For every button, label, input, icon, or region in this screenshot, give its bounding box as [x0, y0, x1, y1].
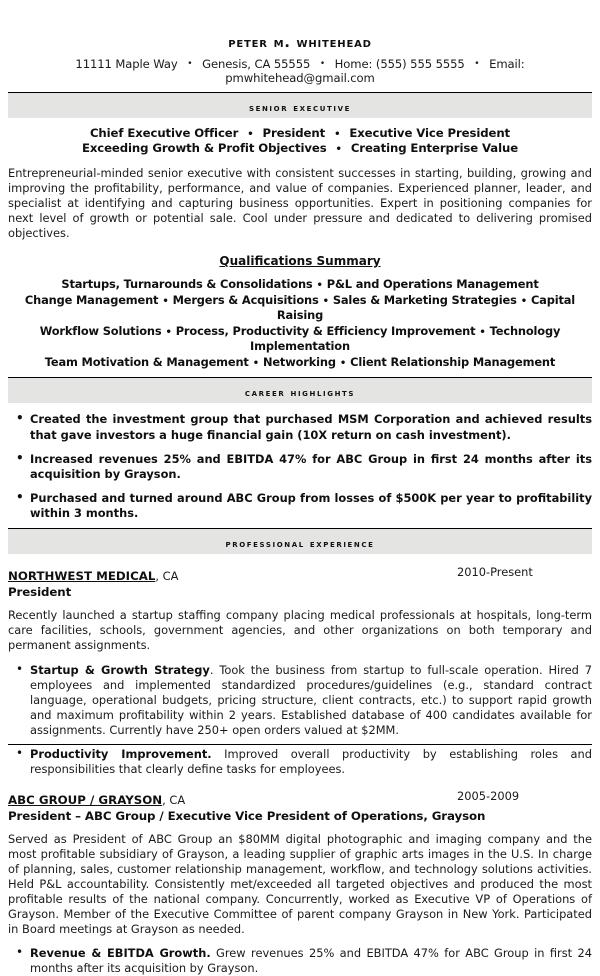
contact-email: Email: pmwhitehead@gmail.com [225, 56, 525, 85]
employment-dates: 2005-2009 [457, 788, 520, 803]
qualifications-heading: Qualifications Summary [219, 254, 381, 269]
experience-header [8, 789, 592, 808]
section-bar-career-highlights [8, 377, 592, 403]
employment-dates: 2010-Present [457, 565, 533, 580]
bullet-separator-icon: • [165, 326, 172, 338]
career-highlight-item: • Purchased and turned around ABC Group from losses of $500K per year to profitability within 3 months. [8, 491, 592, 521]
achievement-text: Improved overall productivity by establishing roles and responsibilities that clearly define tasks for employees. [30, 747, 592, 777]
qualifications-row [8, 293, 592, 324]
qualification-item: Startups, Turnarounds & Consolidations [61, 277, 313, 292]
job-achievement-list [8, 946, 592, 976]
experience-list [8, 565, 592, 976]
company-location: , CA [162, 792, 186, 807]
company-location: , CA [155, 569, 179, 584]
experience-header [8, 565, 592, 584]
achievement-text: Grew revenues 25% and EBITDA 47% for ABC Group in first 24 months after its acquisition by Grayson. [30, 945, 593, 976]
bullet-separator-icon: • [187, 58, 193, 69]
job-achievement-item [8, 946, 592, 976]
qualification-item: Process, Productivity & Efficiency Improvement [175, 323, 476, 338]
headline-role-2: President [262, 125, 326, 140]
job-description: Recently launched a startup staffing company placing medical professionals at hospitals, long-term care facilities, schools, government agencies, and other organizations on both temporary and permanent assignments. [8, 608, 592, 653]
contact-phone: Home: (555) 555 5555 [334, 56, 465, 71]
job-achievement-item [8, 747, 592, 777]
career-highlights-bullets [8, 412, 592, 521]
headline-value-1: Exceeding Growth & Profit Objectives [81, 141, 327, 156]
qualifications-row [8, 324, 592, 355]
qualification-item: Capital Raising [276, 292, 576, 323]
contact-line [8, 57, 592, 85]
resume-header [8, 0, 592, 85]
headline-role-1: Chief Executive Officer [89, 125, 239, 140]
bullet-separator-icon: • [316, 280, 323, 292]
qualification-item: Sales & Marketing Strategies [332, 292, 517, 307]
bullet-separator-icon: • [252, 357, 259, 369]
qualifications-row [8, 277, 592, 293]
professional-summary: Entrepreneurial-minded senior executive with consistent successes in starting, building, growing and improving the profitability, performance, and value of companies. Experienced planner, leader, and specialist at identifying and capturing business opportunities. Expert in positioning companies for next level of growth or potential sale. Cool under pressure and dedicated to delivering promised objectives. [8, 165, 592, 240]
section-title: career highlights [244, 388, 356, 400]
headline-line-1 [8, 126, 592, 141]
achievement-text: . Took the business from startup to full-scale operation. Hired 7 employees and implemented standardized procedures/guidelines (e.g., standard contract language, operational budgets, pricing structure, client contracts, etc.) to support rapid growth and maximum profitability within 2 years. Established database of 400 candidates available for assignments. Currently have 250+ open orders valued at $2MM. [30, 662, 592, 738]
page-title: peter m. whitehead [228, 35, 372, 51]
headline-block [8, 126, 592, 157]
section-bar-senior-executive [8, 92, 592, 118]
bullet-separator-icon: • [479, 326, 486, 338]
bullet-separator-icon: • [322, 295, 329, 307]
qualification-item: Change Management [24, 292, 159, 307]
company-name: NORTHWEST MEDICAL [8, 569, 156, 584]
bullet-separator-icon: • [334, 128, 341, 140]
bullet-separator-icon: • [339, 357, 347, 369]
bullet-separator-icon: • [474, 58, 480, 69]
experience-entry [8, 565, 592, 777]
bullet-separator-icon: • [335, 144, 342, 156]
footer-divider [8, 744, 592, 745]
achievement-label: Revenue & EBITDA Growth. [30, 945, 211, 960]
qualification-item: Technology Implementation [250, 323, 561, 354]
section-bar-professional-experience [8, 528, 592, 554]
contact-address: 11111 Maple Way [75, 56, 178, 71]
job-achievement-item [8, 663, 592, 739]
achievement-label: Startup & Growth Strategy [30, 662, 210, 677]
experience-entry [8, 789, 592, 976]
bullet-separator-icon: • [247, 128, 254, 140]
achievement-label: Productivity Improvement. [30, 747, 212, 762]
job-title: President – ABC Group / Executive Vice President of Operations, Grayson [8, 808, 486, 823]
qualifications-row [8, 355, 592, 371]
qualification-item: P&L and Operations Management [326, 277, 539, 292]
career-highlight-item: • Created the investment group that purchased MSM Corporation and achieved results that gave investors a huge financial gain (10X return on cash investment). [8, 412, 592, 442]
headline-role-3: Executive Vice President [349, 125, 511, 140]
bullet-separator-icon: • [162, 295, 169, 307]
section-title: senior executive [248, 102, 352, 114]
qualifications-list [8, 277, 592, 370]
qualification-item: Networking [262, 354, 336, 369]
headline-line-2 [8, 141, 592, 156]
job-description: Served as President of ABC Group an $80MM digital photographic and imaging company and the most profitable subsidiary of Grayson, a leading supplier of graphic arts images in the U.S. In charge of planning, sales, customer relationship management, workflow, and technology solutions activities. Held P&L accountability. Consistently met/exceeded all targeted objectives and produced the most profitable results of the national company. Concurrently, worked as Executive VP of Operations of Grayson. Member of the Executive Committee of parent company Grayson in New York. Participated in Board meetings at Grayson as needed. [8, 831, 592, 936]
company-name: ABC GROUP / GRAYSON [8, 792, 163, 807]
contact-city-state-zip: Genesis, CA 55555 [202, 56, 311, 71]
qualification-item: Team Motivation & Management [44, 354, 249, 369]
qualification-item: Workflow Solutions [39, 323, 162, 338]
section-title: professional experience [225, 539, 375, 551]
job-achievement-list [8, 663, 592, 778]
qualification-item: Client Relationship Management [350, 354, 556, 369]
bullet-separator-icon: • [319, 58, 326, 69]
headline-value-2: Creating Enterprise Value [350, 141, 519, 156]
qualification-item: Mergers & Acquisitions [172, 292, 319, 307]
bullet-separator-icon: • [520, 295, 527, 307]
job-title: President [8, 585, 72, 600]
career-highlight-item: • Increased revenues 25% and EBITDA 47% for ABC Group in first 24 months after its acquisition by Grayson. [8, 452, 592, 482]
